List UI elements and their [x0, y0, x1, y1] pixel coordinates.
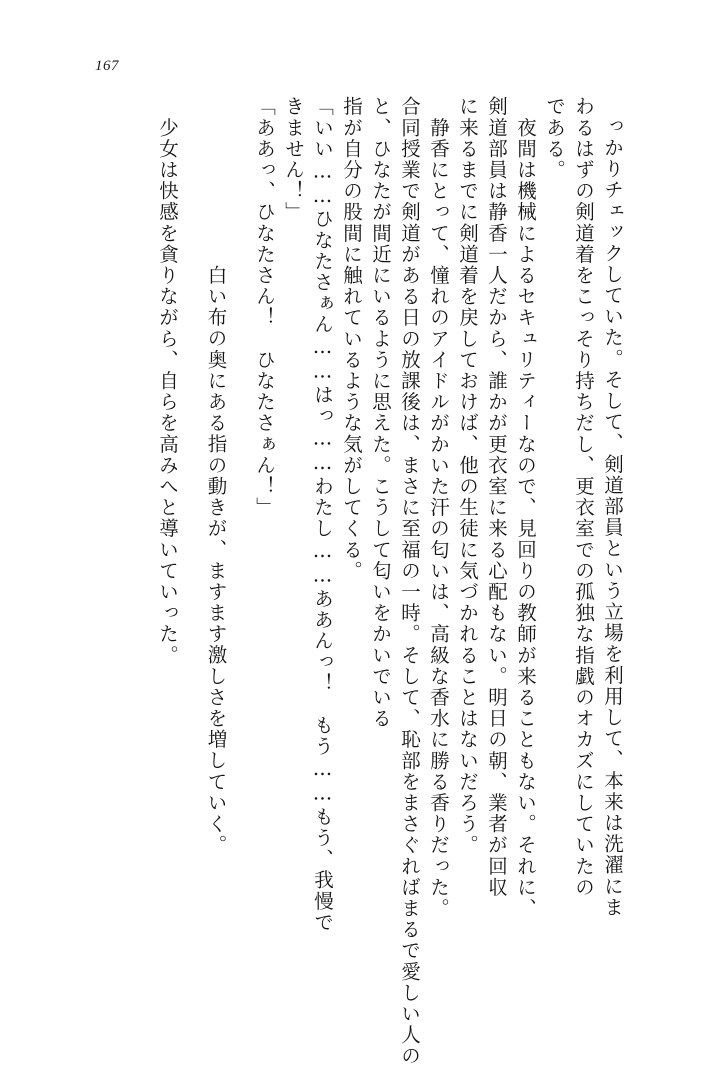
text-column: 合同授業で剣道がある日の放課後は、まさに至福の一時。そして、恥部をまさぐればまるで愛しい人の: [398, 96, 421, 1067]
text-column: わるはずの剣道着をこっそり持ちだし、更衣室での孤独な指戯のオカズにしていたの: [572, 96, 595, 898]
text-column: 指が自分の股間に触れているような気がしてくる。: [340, 96, 363, 582]
text-column: 夜間は機械によるセキュリティーなので、見回りの教師が来ることもない。それに、: [514, 96, 537, 919]
text-column: と、ひなたが間近にいるように思えた。こうして匂いをかいでいる: [369, 96, 392, 729]
text-column: 静香にとって、憧れのアイドルがかいた汗の匂いは、高級な香水に勝る香りだった。: [427, 96, 450, 919]
text-column: [187, 96, 246, 1010]
text-column-body: 白い布の奥にある指の動きが、ますます激しさを増していく。: [204, 243, 228, 856]
page-number: 167: [95, 58, 119, 74]
text-column: 少女は快感を貪りながら、自らを高みへと導いていった。: [156, 96, 179, 666]
text-column: 「いい……ひなたさぁん……はっ……わたし……ああんっ！ もう……もう、我慢で: [311, 96, 334, 933]
vertical-text-block: [96, 96, 624, 1067]
text-column: きません！」: [282, 96, 305, 223]
text-column: である。: [543, 96, 566, 181]
text-column: 剣道部員は静香一人だから、誰かが更衣室に来る心配もない。明日の朝、業者が回収: [485, 96, 508, 898]
text-column: に来るまでに剣道着を戻しておけば、他の生徒に気づかれることはないだろう。: [456, 96, 479, 856]
text-column: っかりチェックしていた。そして、剣道部員という立場を利用して、本来は洗濯にま: [601, 116, 624, 918]
text-column: 「ああっ、ひなたさん！ ひなたさぁん！」: [253, 96, 276, 518]
